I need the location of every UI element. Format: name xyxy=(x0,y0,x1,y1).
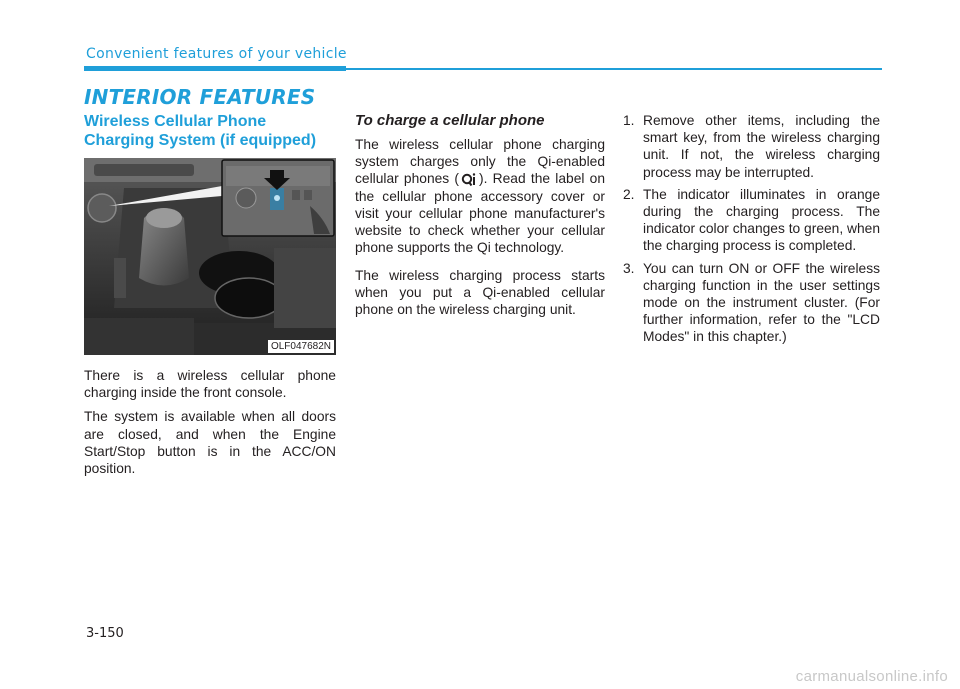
console-photo-illustration xyxy=(84,158,336,355)
list-item xyxy=(623,186,880,255)
qi-icon xyxy=(461,172,477,188)
figure-code-label: OLF047682N xyxy=(268,340,334,353)
step-number: 3. xyxy=(623,260,635,276)
middle-column xyxy=(355,112,605,325)
section-label: Convenient features of your vehicle xyxy=(86,46,347,62)
header-rule xyxy=(346,68,882,70)
step-text: The indicator illuminates in orange during the charging process. The indicator color changes to green, when the charging process is completed. xyxy=(643,186,880,254)
qi-text-after: ). Read the label on the cellular phone accessory cover or visit your cellular phone manufacturer's website to check whether your cellular phone supports the Qi technology. xyxy=(355,171,605,256)
right-column xyxy=(623,112,880,351)
step-text: Remove other items, including the smart key, from the wireless charging unit. If not, the wireless charging process may be interrupted. xyxy=(643,113,880,180)
step-number: 1. xyxy=(623,113,635,128)
qi-text-before: The wireless cellular phone charging system charges only the Qi-enabled cellular phones ( xyxy=(355,137,605,187)
header-accent-bar xyxy=(84,66,346,71)
list-item xyxy=(623,112,880,181)
left-paragraph-1: There is a wireless cellular phone charging inside the front console. xyxy=(84,368,336,401)
left-paragraph-2: The system is available when all doors are closed, and when the Engine Start/Stop button is in the ACC/ON position. xyxy=(84,409,336,477)
middle-paragraph-2: The wireless charging process starts when you put a Qi-enabled cellular phone on the wireless charging unit. xyxy=(355,267,605,317)
left-column xyxy=(84,112,336,484)
list-item xyxy=(623,260,880,346)
steps-list xyxy=(623,112,880,346)
wireless-charging-heading: Wireless Cellular Phone Charging System (if equipped) xyxy=(84,113,317,149)
middle-paragraph-1 xyxy=(355,136,605,257)
console-figure xyxy=(84,158,336,355)
watermark-link[interactable]: carmanualsonline.info xyxy=(795,668,948,685)
step-text: You can turn ON or OFF the wireless charging function in the user settings mode on the instrument cluster. (For further information, refer to the "LCD Modes" in this chapter.) xyxy=(643,260,880,345)
step-number: 2. xyxy=(623,186,635,202)
chapter-title: INTERIOR FEATURES xyxy=(84,85,316,109)
page-number: 3-150 xyxy=(86,626,124,641)
charge-phone-heading: To charge a cellular phone xyxy=(355,112,545,129)
